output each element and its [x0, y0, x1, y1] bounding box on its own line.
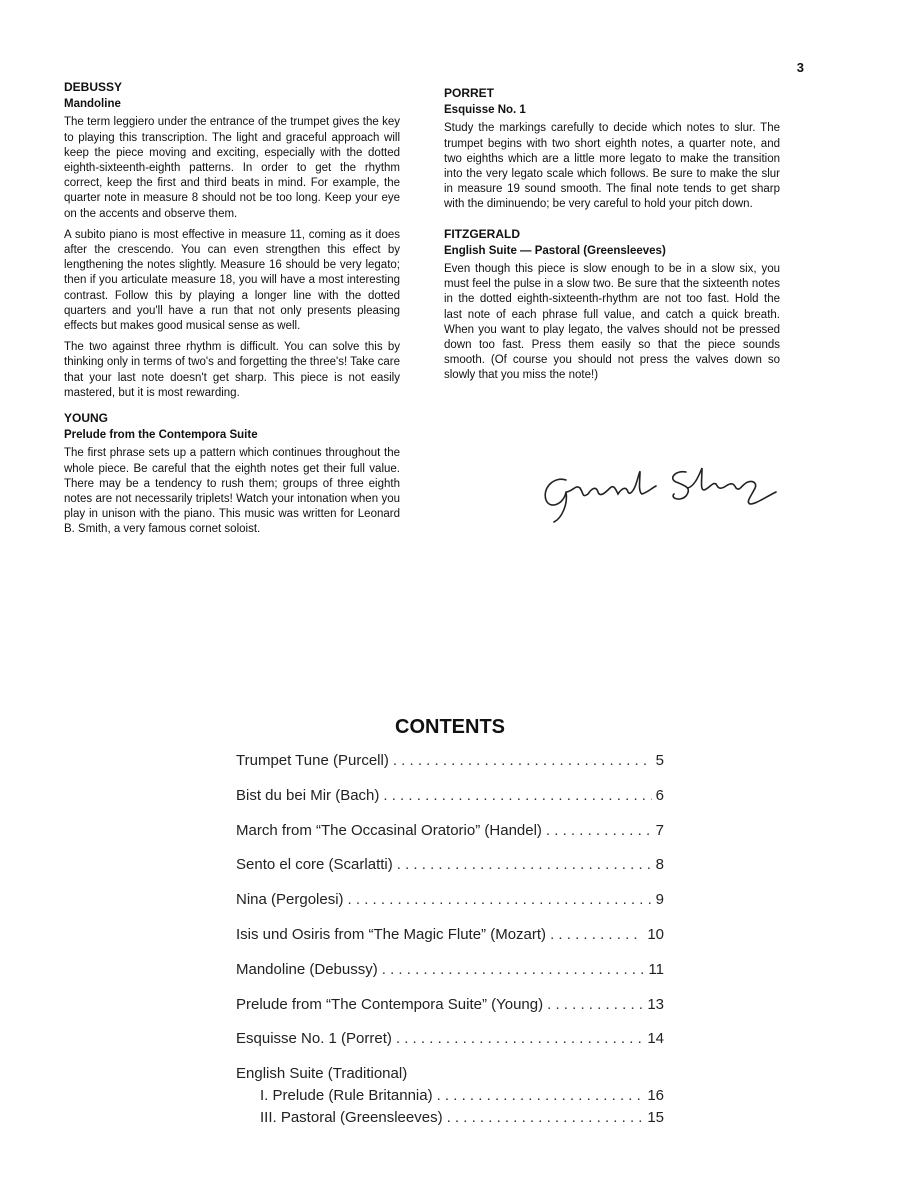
- toc-entry-page: 16: [647, 1087, 664, 1105]
- toc-leader-dots: [550, 926, 643, 943]
- toc-entry-label: March from “The Occasinal Oratorio” (Handel): [236, 821, 542, 839]
- table-of-contents: [236, 752, 664, 1131]
- toc-entry-page: 8: [655, 856, 664, 874]
- piece-title: Mandoline: [64, 98, 121, 111]
- toc-entry-page: 10: [647, 925, 664, 943]
- composer-heading: FITZGERALD: [444, 226, 520, 241]
- note-section-fitzgerald: [444, 227, 780, 384]
- toc-entry-page: 14: [647, 1030, 664, 1048]
- note-section-young: [64, 411, 400, 538]
- toc-entry-label: Isis und Osiris from “The Magic Flute” (Mozart): [236, 925, 547, 943]
- note-paragraph: A subito piano is most effective in measure 11, coming as it does after the crescendo. You can even strengthen this effect by lengthening the notes slightly. Measure 16 should be very legato; then if you articulate measure 18, you will have a most interesting contrast. Follow this by playing a longer line with the dotted quarters and you'll have a run that not only presents pleasing effects but makes good musical sense as well.: [64, 228, 400, 333]
- toc-entry-label: Trumpet Tune (Purcell): [236, 752, 389, 769]
- toc-leader-dots: [546, 822, 652, 839]
- toc-entry-label: I. Prelude (Rule Britannia): [260, 1087, 433, 1105]
- toc-leader-dots: [547, 996, 643, 1013]
- toc-entry-label: Esquisse No. 1 (Porret): [236, 1030, 392, 1048]
- toc-entry: [236, 891, 664, 915]
- piece-title: English Suite — Pastoral (Greensleeves): [444, 244, 666, 257]
- toc-entry-page: 7: [655, 821, 664, 839]
- composer-heading: PORRET: [444, 86, 495, 100]
- toc-entry-page: 9: [655, 891, 664, 909]
- note-paragraph: Even though this piece is slow enough to be in a slow six, you must feel the pulse in a slow two. Be sure that the sixteenth notes in the dotted eighth-sixteenth-rhythm are not too fast. Hold the last note of each phrase full value, and catch a quick breath. When you want to play legato, the valves should not be pressed down too fast. Press them easily so that the piece sounds smooth. (Of course you should not press the valves down so slowly that you miss the note!): [444, 263, 780, 382]
- toc-entry: [236, 1030, 664, 1054]
- composer-heading: DEBUSSY: [64, 80, 123, 94]
- toc-entry: [236, 752, 664, 776]
- toc-leader-dots: [382, 961, 645, 978]
- note-section-porret: [444, 86, 780, 213]
- toc-leader-dots: [383, 787, 651, 804]
- note-paragraph: The two against three rhythm is difficult. You can solve this by thinking only in terms of two's and forgetting the three's! Take care that your last note doesn't get sharp. This piece is not easily mastered, but it is most rewarding.: [64, 341, 400, 399]
- composer-heading: YOUNG: [64, 411, 109, 426]
- note-paragraph: Study the markings carefully to decide which notes to slur. The trumpet begins with two short eighth notes, a quarter note, and two eighths which are a little more legato to make the transition into the very legato scale which follows. Be sure to make the slur in measure 19 sound smooth. The final note tends to get sharp with the diminuendo; be very careful to hold your pitch down.: [444, 122, 780, 211]
- toc-group-label: English Suite (Traditional): [236, 1065, 408, 1083]
- toc-entry-label: III. Pastoral (Greensleeves): [260, 1109, 443, 1127]
- note-section-debussy: [64, 80, 400, 401]
- toc-leader-dots: [437, 1087, 644, 1104]
- contents-title: CONTENTS: [395, 716, 505, 738]
- toc-leader-dots: [396, 1030, 643, 1047]
- toc-group-heading: [236, 1065, 664, 1087]
- toc-entry-page: 15: [647, 1109, 664, 1127]
- piece-title: Esquisse No. 1: [444, 104, 526, 117]
- toc-entry-page: 13: [647, 995, 664, 1013]
- toc-entry-page: 6: [655, 786, 664, 804]
- toc-entry-label: Nina (Pergolesi): [236, 891, 344, 909]
- toc-subentry: [236, 1087, 664, 1109]
- toc-leader-dots: [393, 752, 652, 769]
- toc-entry-page: 5: [655, 752, 664, 769]
- notes-right-column: [444, 86, 780, 394]
- notes-left-column: [64, 80, 400, 548]
- toc-leader-dots: [447, 1109, 644, 1126]
- note-paragraph: The term leggiero under the entrance of the trumpet gives the key to playing this transcription. The light and graceful approach will keep the piece moving and exciting, especially with the dotted eighth-sixteenth-eighth patterns. In order to get the rhythm correct, keep the first and third beats in mind. For example, the quarter note in measure 8 should not be too long. Keep your eye on the accents and observe them.: [64, 116, 400, 220]
- note-paragraph: The first phrase sets up a pattern which continues throughout the whole piece. Be careful that the eighth notes get their full value. There may be a tendency to rush them; groups of three eighth notes are not necessarily triplets! Watch your intonation when you play in unison with the piano. This music was written for Leonard B. Smith, a very famous cornet soloist.: [64, 447, 400, 536]
- toc-entry: [236, 926, 664, 950]
- toc-entry-label: Bist du bei Mir (Bach): [236, 786, 380, 804]
- toc-entry: [236, 787, 664, 811]
- piece-title: Prelude from the Contempora Suite: [64, 429, 258, 442]
- toc-leader-dots: [348, 891, 652, 908]
- toc-entry: [236, 822, 664, 846]
- toc-entry-label: Sento el core (Scarlatti): [236, 856, 393, 874]
- toc-subentry: [236, 1109, 664, 1131]
- signature-icon: [536, 458, 786, 528]
- toc-entry-label: Prelude from “The Contempora Suite” (Young): [236, 995, 544, 1013]
- toc-entry: [236, 996, 664, 1020]
- toc-entry: [236, 856, 664, 880]
- toc-entry-label: Mandoline (Debussy): [236, 960, 378, 978]
- toc-entry-page: 11: [648, 960, 664, 978]
- toc-entry: [236, 961, 664, 985]
- page-number: 3: [796, 60, 804, 75]
- toc-leader-dots: [397, 856, 652, 873]
